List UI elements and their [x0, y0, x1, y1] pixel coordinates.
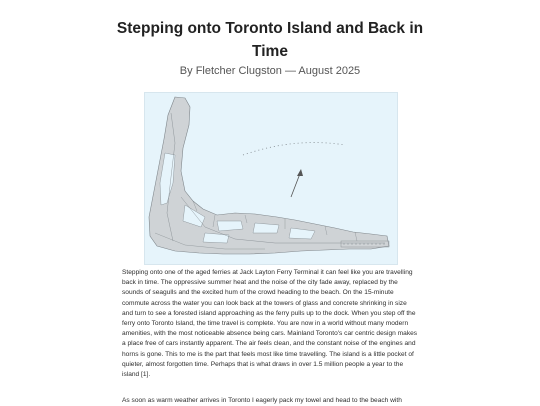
lagoon [253, 223, 279, 233]
article-byline: By Fletcher Clugston — August 2025 [179, 65, 361, 77]
toronto-island-map-image [144, 92, 398, 265]
article-paragraph: Stepping onto one of the aged ferries at Jack Layton Ferry Terminal it can feel like you are travelling back in time. The oppressive summer heat and the noise of the city fade away, replaced by the sounds of seagulls and the excited hum of the crowd heading to the beach. On the 15-minute commute across the water you can look back at the towers of glass and concrete shrinking in size and turn to see a forested island approaching as the ferry pulls up to the dock. When you step off the ferry onto Toronto Island, the time travel is complete. You are now in a world without many modern amenities, with the most noticeable absence being cars. Mainland Toronto's car centric design makes a place free of cars instantly apparent. The air feels clean, and the constant noise of the engines and horns is gone. This to me is the part that feels most like time travelling. The island is a little pocket of quieter, almost forgotten time. Perhaps that is what draws in over 1.5 million people a year to the island [1]. [122, 269, 418, 379]
island-map-drawing [145, 93, 397, 264]
article-paragraph: As soon as warm weather arrives in Toronto I eagerly pack my towel and head to the beach with [122, 397, 402, 404]
north-arrow-icon [291, 169, 303, 197]
lagoon [217, 221, 243, 231]
breakwater-dots [243, 143, 345, 155]
article-title: Stepping onto Toronto Island and Back in Time [116, 20, 424, 60]
lagoon [203, 233, 229, 243]
